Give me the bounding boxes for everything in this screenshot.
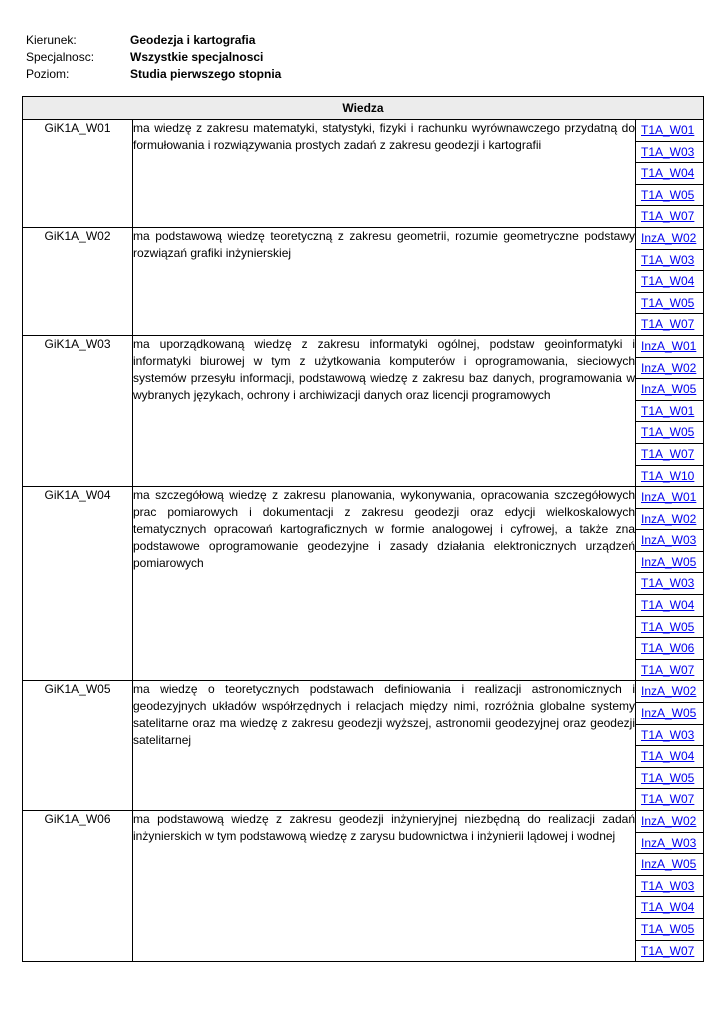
reference-link[interactable]: T1A_W05 [641, 619, 695, 634]
reference-link[interactable]: T1A_W04 [641, 749, 695, 764]
table-row [23, 487, 704, 681]
table-row [23, 335, 704, 486]
reference-link[interactable]: InzA_W02 [641, 814, 697, 828]
reference-link[interactable]: T1A_W01 [641, 403, 695, 418]
outcomes-body [23, 120, 704, 962]
document-header [26, 32, 281, 83]
reference-cell [636, 358, 703, 380]
reference-link[interactable]: T1A_W04 [641, 274, 695, 289]
section-title: Wiedza [23, 97, 704, 120]
reference-list [636, 487, 704, 681]
reference-link[interactable]: T1A_W03 [641, 252, 695, 267]
reference-cell [636, 293, 703, 315]
outcome-code: GiK1A_W02 [23, 227, 133, 335]
reference-list [636, 120, 704, 228]
reference-cell [636, 444, 703, 466]
table-row [23, 811, 704, 962]
reference-cell [636, 487, 703, 509]
reference-link[interactable]: InzA_W02 [641, 511, 697, 526]
reference-cell [636, 163, 703, 185]
reference-cell [636, 681, 703, 703]
reference-cell [636, 854, 703, 876]
outcome-description: ma wiedzę o teoretycznych podstawach definiowania i realizacji astronomicznych i geodezyjnych układów współrzędnych i relacjach między nimi, rozróżnia globalne systemy satelitarne oraz ma wiedzę z zakresu geodezji wyższej, astronomii geodezyjnej oraz geodezji satelitarnej [133, 681, 636, 811]
reference-cell [636, 552, 703, 574]
reference-cell [636, 876, 703, 898]
outcome-description: ma podstawową wiedzę z zakresu geodezji inżynieryjnej niezbędną do realizacji zadań inżynierskich w tym podstawową wiedzę z zarysu budownictwa i inżynierii lądowej i wodnej [133, 811, 636, 962]
reference-cell [636, 401, 703, 423]
reference-link[interactable]: T1A_W04 [641, 166, 695, 181]
table-row [23, 681, 704, 811]
header-value: Geodezja i kartografia [130, 33, 256, 47]
reference-link[interactable]: T1A_W10 [641, 468, 695, 483]
reference-cell [636, 509, 703, 531]
reference-link[interactable]: InzA_W03 [641, 533, 697, 548]
reference-cell [636, 660, 703, 681]
reference-link[interactable]: InzA_W05 [641, 382, 697, 397]
header-value: Wszystkie specjalnosci [130, 50, 264, 64]
reference-link[interactable]: T1A_W06 [641, 641, 695, 656]
reference-cell [636, 466, 703, 487]
reference-cell [636, 142, 703, 164]
reference-link[interactable]: T1A_W04 [641, 900, 695, 915]
reference-cell [636, 250, 703, 272]
reference-link[interactable]: T1A_W03 [641, 727, 695, 742]
reference-link[interactable]: T1A_W07 [641, 943, 695, 958]
reference-cell [636, 746, 703, 768]
reference-list [636, 811, 704, 962]
reference-cell [636, 271, 703, 293]
reference-list [636, 681, 704, 811]
outcome-code: GiK1A_W04 [23, 487, 133, 681]
learning-outcomes-table [22, 96, 704, 962]
reference-cell [636, 811, 703, 833]
reference-cell [636, 379, 703, 401]
reference-cell [636, 919, 703, 941]
reference-link[interactable]: InzA_W05 [641, 706, 697, 721]
reference-cell [636, 703, 703, 725]
outcome-description: ma szczegółową wiedzę z zakresu planowania, wykonywania, opracowania szczegółowych prac pomiarowych i dokumentacji z zakresu geodezji oraz edycji wielkoskalowych tematycznych opracowań kartograficznych w formie analogowej i cyfrowej, a także zna podstawowe oprogramowanie geodezyjne i zasady działania elektronicznych urządzeń pomiarowych [133, 487, 636, 681]
reference-link[interactable]: InzA_W05 [641, 857, 697, 872]
reference-cell [636, 897, 703, 919]
reference-cell [636, 314, 703, 335]
reference-link[interactable]: T1A_W05 [641, 425, 695, 440]
header-label: Poziom: [26, 67, 70, 81]
reference-cell [636, 530, 703, 552]
reference-link[interactable]: T1A_W01 [641, 123, 695, 137]
reference-link[interactable]: T1A_W05 [641, 770, 695, 785]
reference-cell [636, 768, 703, 790]
table-row [23, 120, 704, 228]
reference-cell [636, 120, 703, 142]
reference-cell [636, 422, 703, 444]
reference-link[interactable]: InzA_W01 [641, 490, 697, 505]
reference-link[interactable]: T1A_W07 [641, 792, 695, 807]
reference-cell [636, 573, 703, 595]
reference-cell [636, 185, 703, 207]
reference-link[interactable]: InzA_W05 [641, 554, 697, 569]
reference-list [636, 227, 704, 335]
outcome-description: ma wiedzę z zakresu matematyki, statystyki, fizyki i rachunku wyrównawczego przydatną do formułowania i rozwiązywania prostych zadań z zakresu geodezji i kartografii [133, 120, 636, 228]
outcome-code: GiK1A_W03 [23, 335, 133, 486]
reference-link[interactable]: T1A_W07 [641, 446, 695, 461]
reference-cell [636, 595, 703, 617]
reference-link[interactable]: T1A_W05 [641, 921, 695, 936]
reference-cell [636, 206, 703, 227]
reference-cell [636, 336, 703, 358]
header-row-poziom [26, 66, 281, 83]
reference-link[interactable]: T1A_W03 [641, 144, 695, 159]
reference-cell [636, 725, 703, 747]
outcome-code: GiK1A_W01 [23, 120, 133, 228]
header-row-specjalnosc [26, 49, 281, 66]
reference-link[interactable]: InzA_W03 [641, 835, 697, 850]
reference-cell [636, 228, 703, 250]
outcome-description: ma uporządkowaną wiedzę z zakresu informatyki ogólnej, podstaw geoinformatyki i informatyki biurowej w tym z użytkowania komputerów i oprogramowania, sieciowych systemów przesyłu informacji, podstawową wiedzę z zakresu baz danych, programowania w wybranych językach, ochrony i archiwizacji danych oraz licencji programowych [133, 335, 636, 486]
reference-link[interactable]: InzA_W02 [641, 684, 697, 699]
reference-cell [636, 833, 703, 855]
reference-link[interactable]: InzA_W02 [641, 360, 697, 375]
reference-link[interactable]: InzA_W02 [641, 230, 697, 245]
reference-cell [636, 941, 703, 962]
reference-link[interactable]: T1A_W07 [641, 317, 695, 332]
section-header-row [23, 97, 704, 120]
reference-link[interactable]: InzA_W01 [641, 338, 697, 353]
reference-link[interactable]: T1A_W05 [641, 295, 695, 310]
reference-link[interactable]: T1A_W07 [641, 209, 695, 224]
reference-cell [636, 617, 703, 639]
reference-link[interactable]: T1A_W03 [641, 576, 695, 591]
header-value: Studia pierwszego stopnia [130, 67, 282, 81]
reference-link[interactable]: T1A_W03 [641, 878, 695, 893]
reference-link[interactable]: T1A_W07 [641, 662, 695, 677]
header-row-kierunek [26, 32, 281, 49]
outcome-description: ma podstawową wiedzę teoretyczną z zakresu geometrii, rozumie geometryczne podstawy rozwiązań grafiki inżynierskiej [133, 227, 636, 335]
outcome-code: GiK1A_W06 [23, 811, 133, 962]
reference-cell [636, 789, 703, 810]
reference-link[interactable]: T1A_W04 [641, 598, 695, 613]
header-label: Kierunek: [26, 33, 77, 47]
reference-list [636, 335, 704, 486]
reference-cell [636, 638, 703, 660]
table-row [23, 227, 704, 335]
reference-link[interactable]: T1A_W05 [641, 187, 695, 202]
outcome-code: GiK1A_W05 [23, 681, 133, 811]
header-label: Specjalnosc: [26, 50, 95, 64]
